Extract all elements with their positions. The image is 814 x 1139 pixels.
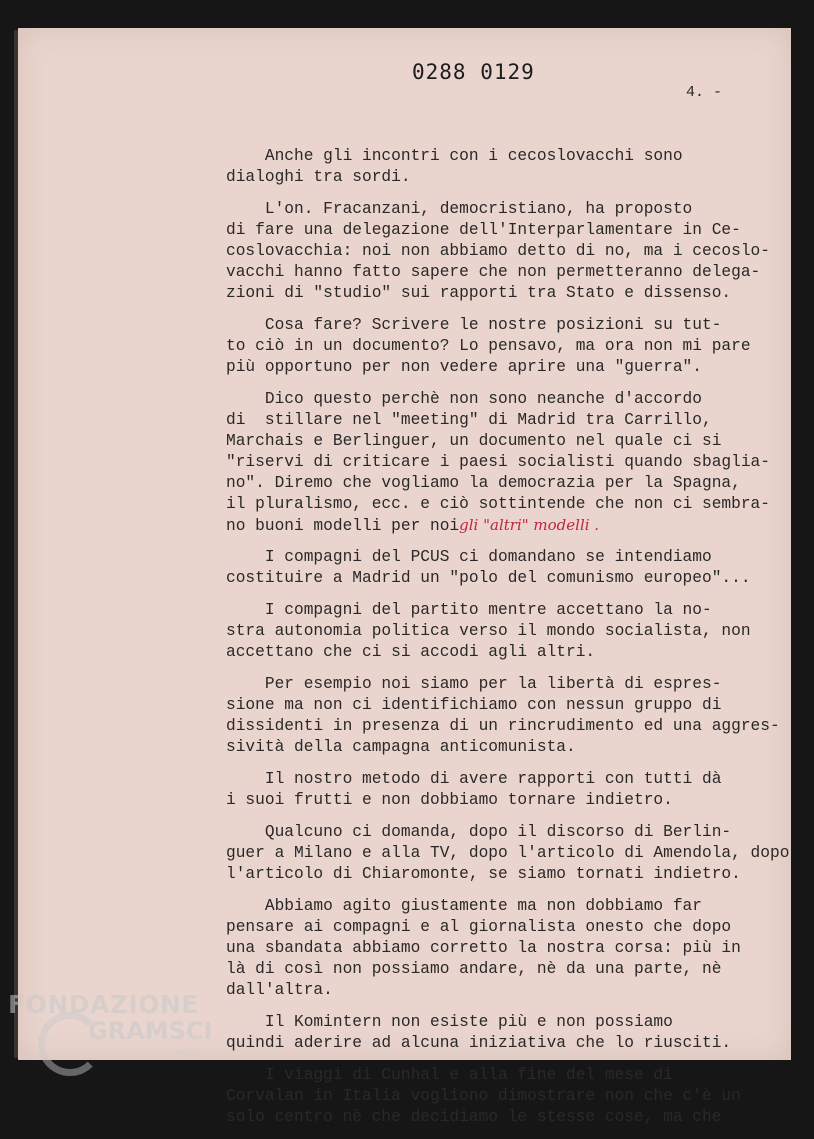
paragraph <box>226 674 796 758</box>
watermark-line1: FONDAZIONE <box>8 990 200 1019</box>
paragraph <box>226 600 796 663</box>
text-line: guer a Milano e alla TV, dopo l'articolo di Amendola, dopo <box>226 844 790 862</box>
text-line: più opportuno per non vedere aprire una "guerra". <box>226 358 702 376</box>
text-line: sività della campagna anticomunista. <box>226 738 576 756</box>
text-line: dialoghi tra sordi. <box>226 168 411 186</box>
paragraph <box>226 315 796 378</box>
text-line: I compagni del partito mentre accettano la no- <box>226 601 712 619</box>
watermark-onlus: onlus <box>176 1048 201 1058</box>
text-line: zioni di "studio" sui rapporti tra Stato e dissenso. <box>226 284 732 302</box>
text-line: Dico questo perchè non sono neanche d'accordo <box>226 390 702 408</box>
paragraph <box>226 1012 796 1054</box>
document-number-stamp: 0288 0129 <box>412 60 535 84</box>
text-line: Corvalan in Italia vogliono dimostrare non che c'è un <box>226 1087 741 1105</box>
text-line: l'articolo di Chiaromonte, se siamo tornati indietro. <box>226 865 741 883</box>
text-line: una sbandata abbiamo corretto la nostra corsa: più in <box>226 939 741 957</box>
text-line: Il nostro metodo di avere rapporti con tutti dà <box>226 770 722 788</box>
paragraph <box>226 896 796 1001</box>
text-line: di fare una delegazione dell'Interparlamentare in Ce- <box>226 221 741 239</box>
text-line: costituire a Madrid un "polo del comunismo europeo"... <box>226 569 751 587</box>
text-line: "riservi di criticare i paesi socialisti quando sbaglia- <box>226 453 770 471</box>
text-line: Marchais e Berlinguer, un documento nel quale ci si <box>226 432 722 450</box>
text-line: i suoi frutti e non dobbiamo tornare indietro. <box>226 791 673 809</box>
paragraph <box>226 146 796 188</box>
text-line: Il Komintern non esiste più e non possiamo <box>226 1013 673 1031</box>
paragraph <box>226 389 796 536</box>
text-line: là di così non possiamo andare, nè da una parte, nè <box>226 960 722 978</box>
text-line: vacchi hanno fatto sapere che non permetteranno delega- <box>226 263 761 281</box>
text-line: no buoni modelli per noigli "altri" modelli . <box>226 516 600 535</box>
fondazione-gramsci-watermark <box>8 990 213 1070</box>
text-line: dissidenti in presenza di un rincrudimento ed una aggres- <box>226 717 780 735</box>
handwritten-annotation: gli "altri" modelli . <box>459 516 600 534</box>
paragraph <box>226 769 796 811</box>
text-line: pensare ai compagni e al giornalista onesto che dopo <box>226 918 732 936</box>
text-line: no". Diremo che vogliamo la democrazia per la Spagna, <box>226 474 741 492</box>
text-line: coslovacchia: noi non abbiamo detto di no, ma i cecoslo- <box>226 242 770 260</box>
text-line: solo centro nè che decidiamo le stesse cose, ma che <box>226 1108 722 1126</box>
text-line: dall'altra. <box>226 981 333 999</box>
watermark-line2: GRAMSCI <box>88 1017 213 1045</box>
text-line: sione ma non ci identifichiamo con nessun gruppo di <box>226 696 722 714</box>
text-line: di stillare nel "meeting" di Madrid tra Carrillo, <box>226 411 712 429</box>
paragraph <box>226 199 796 304</box>
text-line: quindi aderire ad alcuna iniziativa che lo riusciti. <box>226 1034 732 1052</box>
text-line: il pluralismo, ecc. e ciò sottintende che non ci sembra- <box>226 495 770 513</box>
text-line: I compagni del PCUS ci domandano se intendiamo <box>226 548 712 566</box>
text-line: Cosa fare? Scrivere le nostre posizioni su tut- <box>226 316 722 334</box>
text-line: Qualcuno ci domanda, dopo il discorso di Berlin- <box>226 823 732 841</box>
text-line: stra autonomia politica verso il mondo socialista, non <box>226 622 751 640</box>
text-line: Abbiamo agito giustamente ma non dobbiamo far <box>226 897 702 915</box>
text-line: Per esempio noi siamo per la libertà di espres- <box>226 675 722 693</box>
text-line: Anche gli incontri con i cecoslovacchi sono <box>226 147 683 165</box>
typewritten-body <box>226 146 796 1139</box>
text-line: I viaggi di Cunhal e alla fine del mese di <box>226 1066 673 1084</box>
page-number: 4. - <box>686 84 723 101</box>
paragraph <box>226 1065 796 1128</box>
paragraph <box>226 547 796 589</box>
text-line: L'on. Fracanzani, democristiano, ha proposto <box>226 200 693 218</box>
paragraph <box>226 822 796 885</box>
text-line: accettano che ci si accodi agli altri. <box>226 643 596 661</box>
text-line: to ciò in un documento? Lo pensavo, ma ora non mi pare <box>226 337 751 355</box>
